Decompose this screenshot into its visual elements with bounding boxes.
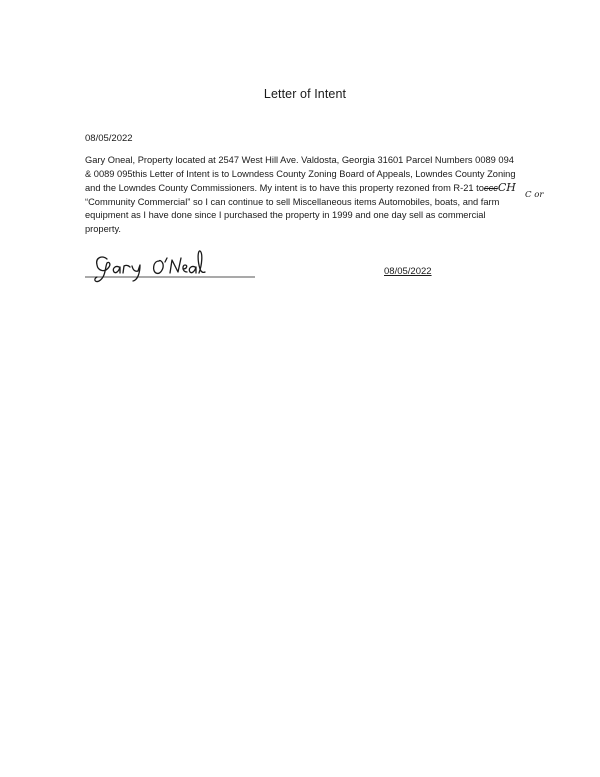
body-line-6: property. bbox=[85, 223, 121, 234]
body-line-3-text: and the Lowndes County Commissioners. My intent is to have this property rezoned from R-21 to bbox=[85, 183, 484, 194]
letter-title: Letter of Intent bbox=[263, 87, 347, 101]
body-line-5: equipment as I have done since I purchased the property in 1999 and one day sell as commercial bbox=[85, 210, 486, 221]
body-line-3 bbox=[85, 181, 525, 196]
letter-body bbox=[85, 154, 525, 237]
body-line-2: & 0089 095this Letter of Intent is to Lowndess County Zoning Board of Appeals, Lowndes County Zoning bbox=[85, 168, 516, 179]
handwritten-margin-note: C or bbox=[525, 190, 544, 200]
letter-date: 08/05/2022 bbox=[85, 133, 133, 144]
struck-out-text: ccc bbox=[483, 183, 498, 194]
signature-mark bbox=[85, 247, 257, 283]
signature-date: 08/05/2022 bbox=[384, 266, 432, 277]
body-line-4: “Community Commercial” so I can continue to sell Miscellaneous items Automobiles, boats, and farm bbox=[85, 196, 500, 207]
signature bbox=[85, 247, 257, 283]
body-line-1: Gary Oneal, Property located at 2547 West Hill Ave. Valdosta, Georgia 31601 Parcel Numbers 0089 094 bbox=[85, 155, 514, 165]
handwritten-correction: CH bbox=[497, 181, 516, 195]
